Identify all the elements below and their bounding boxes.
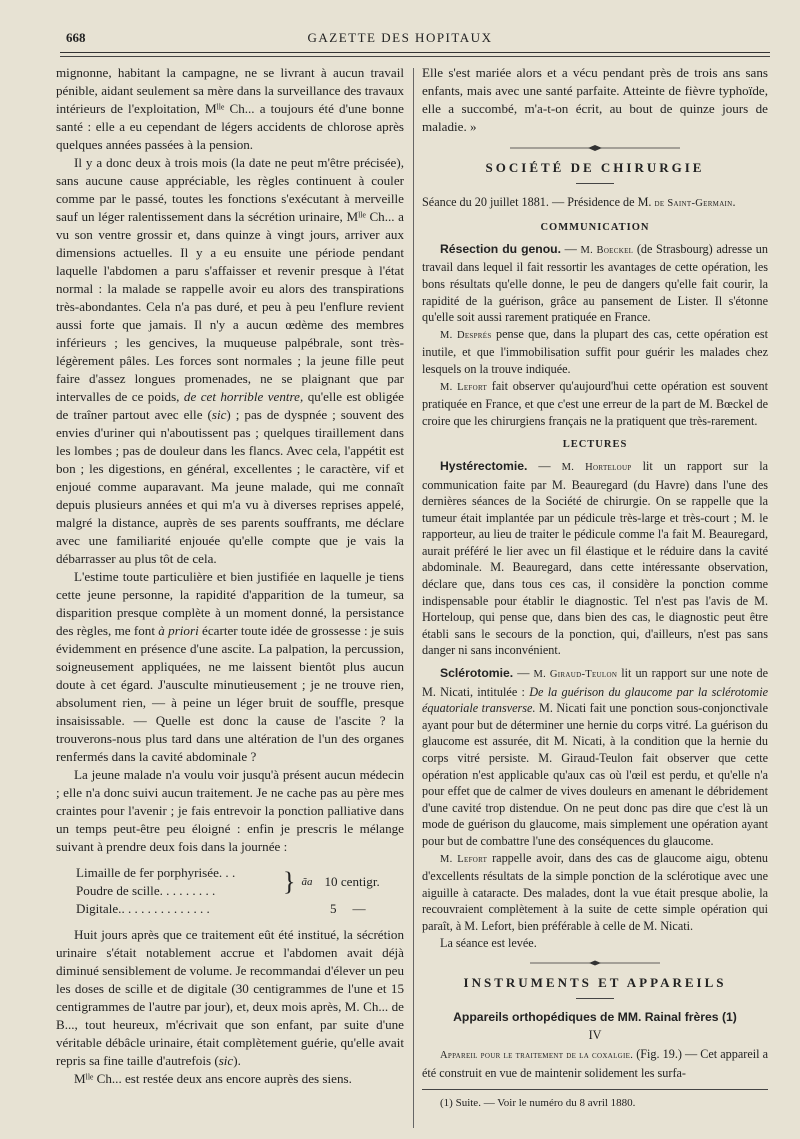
journal-title: GAZETTE DES HOPITAUX (307, 30, 493, 45)
page-header (0, 30, 800, 50)
short-rule (576, 998, 614, 999)
rx-item: Poudre de scille. . . . . . . . . (76, 883, 216, 898)
ornament-divider (510, 144, 680, 152)
paragraph: Il y a donc deux à trois mois (la date ne peut m'être précisée), sans aucune cause appréciable, les règles continuent à couler comme par le passé, toutes les fonctions s'exécutant à merveille sauf un léger ralentissement dans la sécrétion urinaire, Mˡˡᵉ Ch... a vu son ventre grossir et, dans quinze à vingt jours, arriver aux dimensions actuelles. Il y a eu ensuite une période pendant laquelle l'abdomen a paru s'affaisser et revenir presque à l'état normal : la malade se rappelle avoir eu alors des transpirations très-abondantes. Cela n'a pas duré, et peu à peu l'enflure revient aussi forte que jamais. Il n'y a aucun œdème des membres inférieurs ; les gencives, la muqueuse palpébrale, sont très-légèrement pâles. Les forces sont normales ; la jeune fille peut faire d'assez longues promenades, ne se plaignant que par intervalles de ce poids, de cet horrible ventre, qu'elle est obligée de traîner partout avec elle (sic) ; pas de dyspnée ; souvent des envies d'uriner qui n'aboutissent pas ; quelques tiraillement dans les lombes ; pas de douleur dans les flancs. Avec cela, l'appétit est bon ; les digestions, en général, excellentes ; le caractère, vif et enjoué comme auparavant. Ma jeune malade, qui me connaît depuis plusieurs années et qui m'a vu à diverses reprises appelé, malgré la distance, auprès de ses parents souffrants, me déclare avec une familiarité enjouée qu'elle compte que je vais la débarrasser au plus tôt de cela. (56, 155, 404, 566)
left-column (56, 64, 404, 1088)
rx-item: Limaille de fer porphyrisée. . . (76, 865, 236, 880)
rx-ana: ãa (301, 876, 313, 888)
paragraph: M. Lefort fait observer qu'aujourd'hui cette opération est souvent pratiquée en France, et que c'est une erreur de la part de M. Bœckel de croire que les chirurgiens français ne la pratiquent que très-rarement. (422, 378, 768, 428)
header-rule-thin (60, 56, 770, 57)
subsection-title: LECTURES (562, 439, 628, 451)
rx-item: Digitale.. . . . . . . . . . . . . . (76, 901, 210, 916)
article-number: IV (588, 1028, 602, 1043)
subsection-title: COMMUNICATION (540, 222, 650, 234)
page-number: 668 (66, 30, 86, 45)
paragraph: Sclérotomie. — M. Giraud-Teulon lit un rapport sur une note de M. Nicati, intitulée : De la guérison du glaucome par la sclérotomie équatoriale transverse. M. Nicati fait une ponction sous-conjonctivale ayant pour but de déterminer une hernie du corps vitré. La guérison du glaucome est assurée, dit M. Nicati, à la condition que la hernie du corps vitré persiste. M. Giraud-Teulon fait observer que cette opération n'est applicable qu'aux cas où l'œil est perdu, et qu'elle n'a pour effet que de calmer de vives douleurs en amenant le débridement d'une cavité trop distendue. On ne peut donc pas dire que c'est là un mode de guérison du glaucome, mais simplement une opération ayant pour but de combattre l'une des conséquences du glaucome. (422, 666, 769, 848)
column-divider (413, 68, 414, 1128)
ornament-divider (530, 959, 660, 967)
paragraph: La jeune malade n'a voulu voir jusqu'à présent aucun médecin ; elle n'a donc suivi aucun traitement. Je ne cache pas au père mes craintes pour l'avenir ; je fais entrevoir la ponction palliative dans un temps peut-être peu éloigné : enfin je prescris le mélange suivant à prendre deux fois dans la journée : (56, 767, 404, 854)
section-title: SOCIÉTÉ DE CHIRURGIE (485, 160, 705, 175)
paragraph: Elle s'est mariée alors et a vécu pendant près de trois ans sans enfants, mais avec une santé parfaite. Atteinte de fièvre typhoïde, elle a succombé, m'a-t-on écrit, au bout de quinze jours de maladie. » (422, 65, 768, 134)
paragraph: Résection du genou. — M. Boeckel (de Strasbourg) adresse un travail dans lequel il fait ressortir les avantages de cette opération, les bons résultats qu'elle donne, le peu de dangers qu'elle fait courir, la rapidité de la guérison, grâce au pansement de Lister. Il s'étonne qu'elle soit aussi rarement pratiquée en France. (422, 241, 768, 325)
paragraph: mignonne, habitant la campagne, ne se livrant à aucun travail pénible, aidant seulement sa mère dans la surveillance des travaux intérieurs de l'exploitation, Mˡˡᵉ Ch... a toujours été d'une bonne santé : elle a eu cependant de légers accidents de chlorose après quelques années passées à la pension. (56, 65, 404, 152)
brace: } (283, 867, 296, 896)
header-rule-thick (60, 52, 770, 53)
session-line: Séance du 20 juillet 1881. — Présidence de M. de Saint-Germain. (422, 194, 736, 209)
short-rule (576, 183, 614, 184)
footnote: (1) Suite. — Voir le numéro du 8 avril 1880. (440, 1097, 636, 1110)
paragraph: La séance est levée. (440, 935, 537, 950)
prescription (76, 864, 404, 918)
paragraph: M. Després pense que, dans la plupart des cas, cette opération est inutile, et que l'immobilisation suffit pour guérir les malades chez lesquels on la trouve indiquée. (422, 326, 768, 376)
paragraph: L'estime toute particulière et bien justifiée en laquelle je tiens cette jeune personne, la rapidité d'apparition de la tumeur, sa disparition presque complète à un moment donné, la persistance des règles, me font à priori écarter toute idée de grossesse : je suis évidemment en présence d'une ascite. La palpation, la percussion, soigneusement appliquées, ne me laissent bientôt plus aucun doute à cet égard. J'ausculte minutieusement ; je ne trouve rien, absolument rien, — à peine un léger bruit de souffle, presque insaisissable. — Quelle est donc la cause de l'ascite ? la trouverons-nous plus tard dans une altération de l'un des organes renfermés dans la cavité abdominale ? (56, 569, 405, 764)
rx-dose: 10 centigr. (324, 874, 380, 889)
article-title: Appareils orthopédiques de MM. Rainal frères (1) (453, 1009, 737, 1024)
paragraph: Appareil pour le traitement de la coxalgie. (Fig. 19.) — Cet appareil a été construit en vue de maintenir solidement les surfa- (422, 1046, 768, 1080)
paragraph: Mˡˡᵉ Ch... est restée deux ans encore auprès des siens. (74, 1071, 352, 1086)
rx-dash: — (352, 901, 366, 916)
paragraph: Huit jours après que ce traitement eût été institué, la sécrétion urinaire s'était notablement accrue et l'abdomen avait déjà diminué sensiblement de volume. Je recommandai d'élever un peu les doses de scille et de digitale (30 centigrammes de l'une et 15 centigrammes de l'autre par jour), et, deux mois après, M. Ch... de B..., tout heureux, m'écrivait que son enfant, par suite d'une véritable débâcle urinaire, était complètement guérie, qu'elle avait repris sa fine taille d'autrefois (sic). (56, 927, 404, 1068)
paragraph: Hystérectomie. — M. Horteloup lit un rapport sur la communication faite par M. Beauregard (du Havre) dans l'une des dernières séances de la Société de chirurgie. On se rappelle que la tumeur était implantée par un pédicule très-large et très-court ; M. le rapporteur, au lieu de traiter le pédicule comme l'a fait M. Beauregard, aurait préféré le lier avec un fil élastique et le réduire dans la cavité abdominale. M. Beauregard, dans cette intéressante observation, déclare que, dans tous ces cas, il considère la ponction comme indispensable pour établir le diagnostic. Tel n'est pas l'avis de M. Horteloup, qui pense que, dans bien des cas, le diagnostic peut être établi sans le secours de la ponction, qui, d'ailleurs, n'est pas sans danger ni sans inconvénient. (422, 458, 769, 658)
footnote-rule (422, 1089, 768, 1090)
right-column (422, 64, 768, 1110)
paragraph: M. Lefort rappelle avoir, dans des cas de glaucome aigu, obtenu d'excellents résultats de la simple ponction de la sclérotique avec une aiguille à cataracte. Des malades, dont la vue était presque abolie, la recouvraient complètement à la suite de cette simple opération qui paraît, à M. Lefort, bien préférable à celle de M. Nicati. (422, 850, 769, 933)
section-title: INSTRUMENTS ET APPAREILS (463, 975, 727, 991)
rx-dose: 5 (330, 901, 337, 916)
